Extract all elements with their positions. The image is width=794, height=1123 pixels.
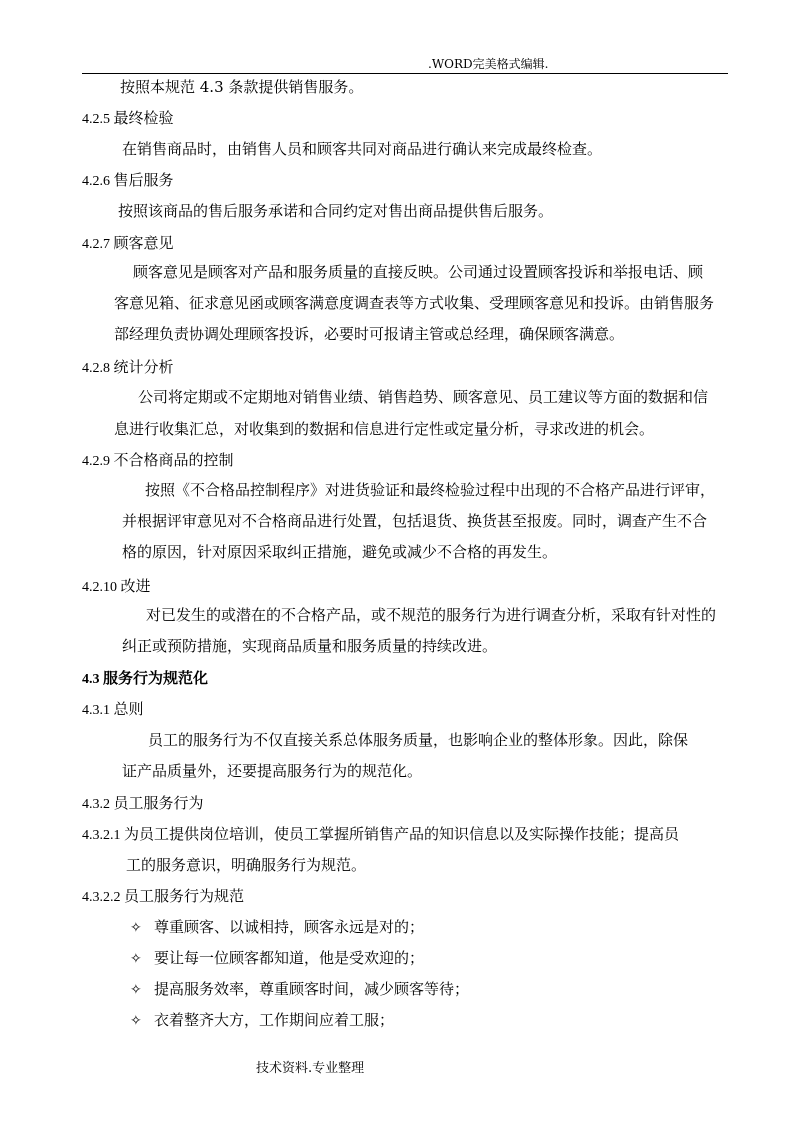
section-number: 4.3.2.1 — [82, 828, 124, 843]
section-number: 4.2.10 — [82, 580, 121, 595]
section-heading-4-2-7 — [82, 233, 174, 255]
bullet-icon: ✧ — [130, 982, 142, 998]
section-number: 4.2.7 — [82, 237, 114, 252]
section-title: 统计分析 — [113, 358, 174, 376]
paragraph-line: 按照《不合格品控制程序》对进货验证和最终检验过程中出现的不合格产品进行评审， — [145, 481, 716, 499]
section-heading-4-2-9 — [82, 450, 234, 472]
section-title: 员工服务行为 — [113, 794, 204, 812]
section-heading-4-3-1 — [82, 699, 144, 721]
bullet-icon: ✧ — [130, 920, 142, 936]
bullet-text: 要让每一位顾客都知道，他是受欢迎的； — [154, 949, 425, 967]
bullet-item — [130, 1010, 394, 1031]
section-number: 4.3 — [82, 672, 103, 687]
section-number: 4.3.2.2 — [82, 890, 124, 905]
paragraph-line: 按照本规范 4.3 条款提供销售服务。 — [120, 78, 364, 96]
section-number: 4.2.5 — [82, 112, 114, 127]
bullet-text: 衣着整齐大方，工作期间应着工服； — [154, 1011, 395, 1029]
bullet-item — [130, 917, 424, 938]
paragraph-line: 部经理负责协调处理顾客投诉，必要时可报请主管或总经理，确保顾客满意。 — [114, 325, 625, 343]
section-heading-4-3-2-1 — [82, 824, 679, 846]
bullet-icon: ✧ — [130, 1013, 142, 1029]
section-heading-4-3-2 — [82, 793, 204, 815]
bullet-item — [130, 948, 424, 969]
paragraph-line: 公司将定期或不定期地对销售业绩、销售趋势、顾客意见、员工建议等方面的数据和信 — [138, 388, 709, 406]
header-rule — [82, 73, 728, 74]
section-heading-4-2-10 — [82, 576, 151, 598]
bullet-text: 尊重顾客、以诚相持，顾客永远是对的； — [154, 918, 425, 936]
section-title: 不合格商品的控制 — [113, 451, 234, 469]
section-title: 员工服务行为规范 — [124, 887, 245, 905]
paragraph-line: 在销售商品时，由销售人员和顾客共同对商品进行确认来完成最终检查。 — [122, 140, 603, 158]
paragraph-line: 纠正或预防措施，实现商品质量和服务质量的持续改进。 — [122, 637, 498, 655]
section-heading-4-2-8 — [82, 357, 174, 379]
section-title: 最终检验 — [113, 109, 174, 127]
section-number: 4.2.9 — [82, 454, 114, 469]
paragraph-line: 证产品质量外，还要提高服务行为的规范化。 — [122, 762, 423, 780]
section-heading-4-3-2-2 — [82, 886, 244, 908]
section-title: 售后服务 — [113, 171, 174, 189]
section-title: 改进 — [120, 577, 151, 595]
header-text: .WORD完美格式编辑. — [428, 57, 549, 71]
paragraph-line: 员工的服务行为不仅直接关系总体服务质量，也影响企业的整体形象。因此，除保 — [148, 731, 689, 749]
paragraph-line: 息进行收集汇总，对收集到的数据和信息进行定性或定量分析，寻求改进的机会。 — [114, 420, 655, 438]
page-footer: 技术资料.专业整理 — [256, 1061, 365, 1076]
paragraph-line: 客意见箱、征求意见函或顾客满意度调查表等方式收集、受理顾客意见和投诉。由销售服务 — [114, 294, 715, 312]
section-number: 4.2.8 — [82, 361, 114, 376]
section-number: 4.3.2 — [82, 797, 114, 812]
paragraph-line: 按照该商品的售后服务承诺和合同约定对售出商品提供售后服务。 — [118, 202, 554, 220]
section-number: 4.3.1 — [82, 703, 114, 718]
section-heading-4-2-6 — [82, 170, 174, 192]
section-title: 顾客意见 — [113, 234, 174, 252]
paragraph-line: 顾客意见是顾客对产品和服务质量的直接反映。公司通过设置顾客投诉和举报电话、顾 — [133, 263, 704, 281]
section-number: 4.2.6 — [82, 174, 114, 189]
bullet-text: 提高服务效率，尊重顾客时间，减少顾客等待； — [154, 980, 470, 998]
paragraph-line: 并根据评审意见对不合格商品进行处置，包括退货、换货甚至报废。同时，调查产生不合 — [122, 512, 708, 530]
paragraph-line: 对已发生的或潜在的不合格产品，或不规范的服务行为进行调查分析，采取有针对性的 — [146, 606, 717, 624]
section-heading-4-2-5 — [82, 108, 174, 130]
bullet-icon: ✧ — [130, 951, 142, 967]
bullet-item — [130, 979, 469, 1000]
section-title: 总则 — [113, 700, 144, 718]
paragraph-line: 工的服务意识，明确服务行为规范。 — [126, 856, 367, 874]
section-title: 为员工提供岗位培训，使员工掌握所销售产品的知识信息以及实际操作技能；提高员 — [124, 825, 680, 843]
section-title: 服务行为规范化 — [103, 669, 209, 687]
section-heading-4-3 — [82, 668, 208, 690]
paragraph-line: 格的原因，针对原因采取纠正措施，避免或减少不合格的再发生。 — [122, 543, 558, 561]
